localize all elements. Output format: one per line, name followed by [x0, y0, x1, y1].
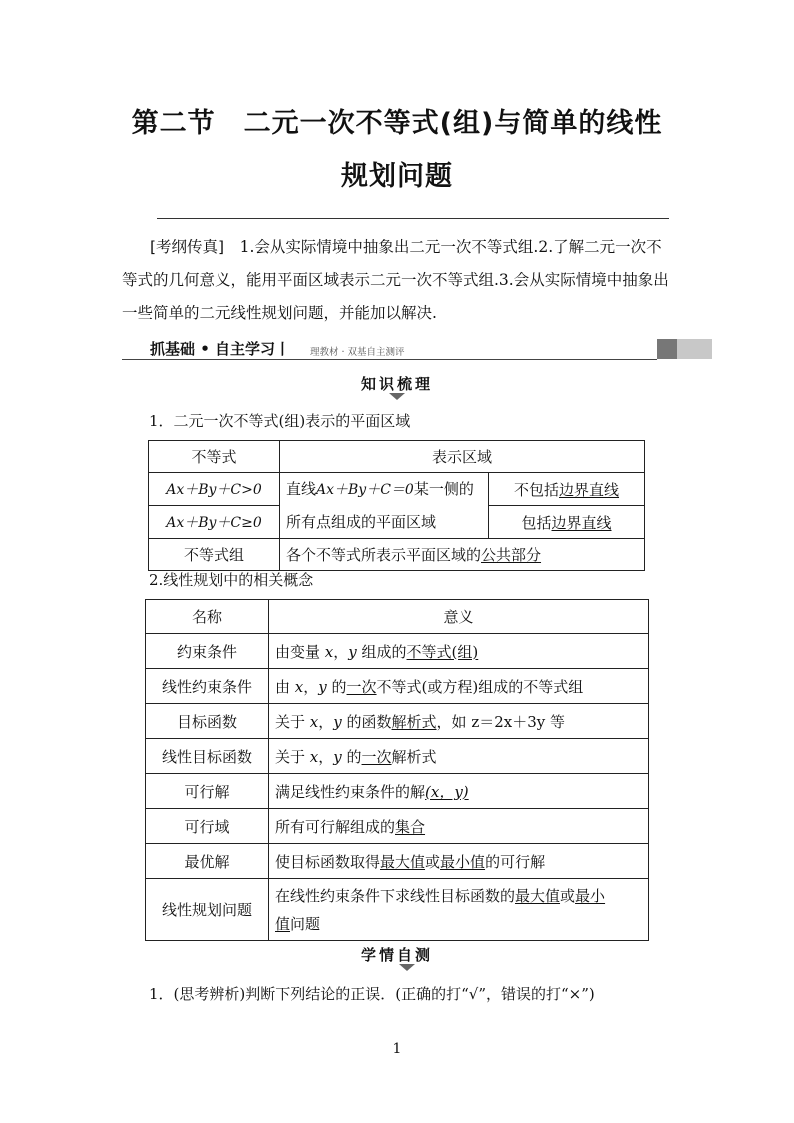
table2-r7-name: 线性规划问题 — [146, 879, 269, 941]
r4a: 满足线性约束条件的解 — [275, 782, 426, 801]
r2u: 解析式 — [391, 712, 437, 731]
r0a: 由变量 — [275, 642, 325, 661]
r6a: 使目标函数取得 — [275, 852, 381, 871]
r1d: 不等式(或方程)组成的不等式组 — [376, 677, 584, 696]
table1-r1-ineq: Ax＋By＋C>0 — [149, 473, 280, 506]
table2-r5-name: 可行域 — [146, 809, 269, 844]
table1-r1-right — [489, 473, 645, 506]
table2-r7-meaning — [269, 879, 649, 941]
table2-r0-meaning — [269, 634, 649, 669]
heading-1: 1．二元一次不等式(组)表示的平面区域 — [149, 412, 411, 430]
table2-header-meaning: 意义 — [269, 600, 649, 634]
table2-r3-meaning — [269, 739, 649, 774]
r0b: ， — [333, 642, 349, 661]
mid-a: 直线 — [286, 480, 317, 498]
question-1: 1．(思考辨析)判断下列结论的正误．(正确的打“√”，错误的打“×”) — [149, 985, 595, 1003]
table1-header-ineq: 不等式 — [149, 441, 280, 473]
region-table — [148, 440, 645, 571]
r2b: ， — [318, 712, 334, 731]
r7u2b: 值 — [275, 914, 291, 933]
r1v2: y — [318, 677, 327, 696]
r0c: 组成的 — [356, 642, 407, 661]
r1-right-a: 不包括 — [513, 480, 559, 499]
mid-b: Ax＋By＋C＝0 — [316, 482, 414, 498]
r0v2: y — [348, 642, 357, 661]
r2-right-a: 包括 — [521, 513, 552, 532]
r5a: 所有可行解组成的 — [275, 817, 396, 836]
table2-r0-name: 约束条件 — [146, 634, 269, 669]
r2v1: x — [309, 712, 319, 731]
r3v1: x — [309, 747, 319, 766]
heading-2: 2.线性规划中的相关概念 — [149, 571, 314, 589]
syllabus-line1 — [122, 231, 674, 264]
section-bar-title: 抓基础 • 自主学习丨 — [150, 340, 291, 358]
table2-header-name: 名称 — [146, 600, 269, 634]
r2d: ，如 z＝2x＋3y 等 — [436, 712, 566, 731]
r5u: 集合 — [395, 817, 426, 836]
table1-mid-cell — [280, 473, 489, 539]
r6u: 最大值 — [380, 852, 426, 871]
r1b: ， — [303, 677, 319, 696]
title-divider — [157, 218, 669, 219]
concepts-table — [145, 599, 649, 941]
r7a: 在线性约束条件下求线性目标函数的 — [275, 886, 516, 905]
r7u2a: 最小 — [575, 886, 606, 905]
section-bar-subtitle: 理教材 · 双基自主测评 — [310, 347, 405, 358]
table2-r2-name: 目标函数 — [146, 704, 269, 739]
r3-right-a: 各个不等式所表示平面区域的 — [286, 546, 482, 564]
table1-r3-right — [280, 539, 645, 571]
table1-r2-ineq: Ax＋By＋C≥0 — [149, 506, 280, 539]
r7u1: 最大值 — [515, 886, 561, 905]
syllabus-label: [考纲传真] — [150, 238, 225, 256]
r2c: 的函数 — [341, 712, 392, 731]
page-title-line1: 第二节 二元一次不等式(组)与简单的线性 — [131, 108, 663, 139]
knowledge-heading: 知识梳理 — [360, 375, 433, 393]
down-triangle-icon — [389, 393, 405, 400]
r3d: 解析式 — [391, 747, 437, 766]
r2a: 关于 — [275, 712, 310, 731]
table2-r2-meaning — [269, 704, 649, 739]
r2-right-u: 边界直线 — [551, 513, 612, 532]
table2-r4-meaning — [269, 774, 649, 809]
syllabus-line3: 一些简单的二元线性规划问题，并能加以解决. — [122, 304, 437, 322]
r3v2: y — [333, 747, 342, 766]
table1-r3-left: 不等式组 — [149, 539, 280, 571]
self-test-heading: 学情自测 — [360, 946, 433, 964]
table2-r1-name: 线性约束条件 — [146, 669, 269, 704]
r1u: 一次 — [346, 677, 377, 696]
r3u: 一次 — [361, 747, 392, 766]
page-number: 1 — [392, 1041, 402, 1057]
table2-r5-meaning — [269, 809, 649, 844]
r6u2: 最小值 — [440, 852, 486, 871]
page-title-line2: 规划问题 — [341, 161, 453, 192]
down-triangle-icon-2 — [399, 964, 415, 971]
r1-right-u: 边界直线 — [559, 480, 620, 499]
mid-c: 某一侧的 — [413, 480, 474, 498]
section-bar-rule — [122, 359, 657, 360]
section-bar-dark-block — [657, 339, 677, 359]
table1-header-region: 表示区域 — [280, 441, 645, 473]
section-bar — [122, 339, 712, 361]
table2-r6-name: 最优解 — [146, 844, 269, 879]
r1a: 由 — [275, 677, 295, 696]
r1c: 的 — [326, 677, 347, 696]
section-bar-light-block — [677, 339, 712, 359]
r2v2: y — [333, 712, 342, 731]
syllabus-line2: 等式的几何意义，能用平面区域表示二元一次不等式组.3.会从实际情境中抽象出 — [122, 271, 669, 289]
table2-r4-name: 可行解 — [146, 774, 269, 809]
r0v1: x — [324, 642, 334, 661]
r7c: 问题 — [290, 914, 321, 933]
r1v1: x — [294, 677, 304, 696]
r3b: ， — [318, 747, 334, 766]
r7b: 或 — [560, 886, 576, 905]
r3-right-u: 公共部分 — [481, 546, 542, 564]
syllabus-text-1: 1.会从实际情境中抽象出二元一次不等式组.2.了解二元一次不 — [224, 238, 662, 256]
table2-r6-meaning: 使目标函数取得最大值或最小值的可行解 — [269, 844, 649, 879]
syllabus-paragraph — [122, 231, 674, 330]
table2-r3-name: 线性目标函数 — [146, 739, 269, 774]
table2-r1-meaning — [269, 669, 649, 704]
table1-r2-right — [489, 506, 645, 539]
mid-line2: 所有点组成的平面区域 — [286, 513, 437, 531]
r0u: 不等式(组) — [406, 642, 479, 661]
r3a: 关于 — [275, 747, 310, 766]
r4u: (x，y) — [425, 782, 469, 801]
r3c: 的 — [341, 747, 362, 766]
